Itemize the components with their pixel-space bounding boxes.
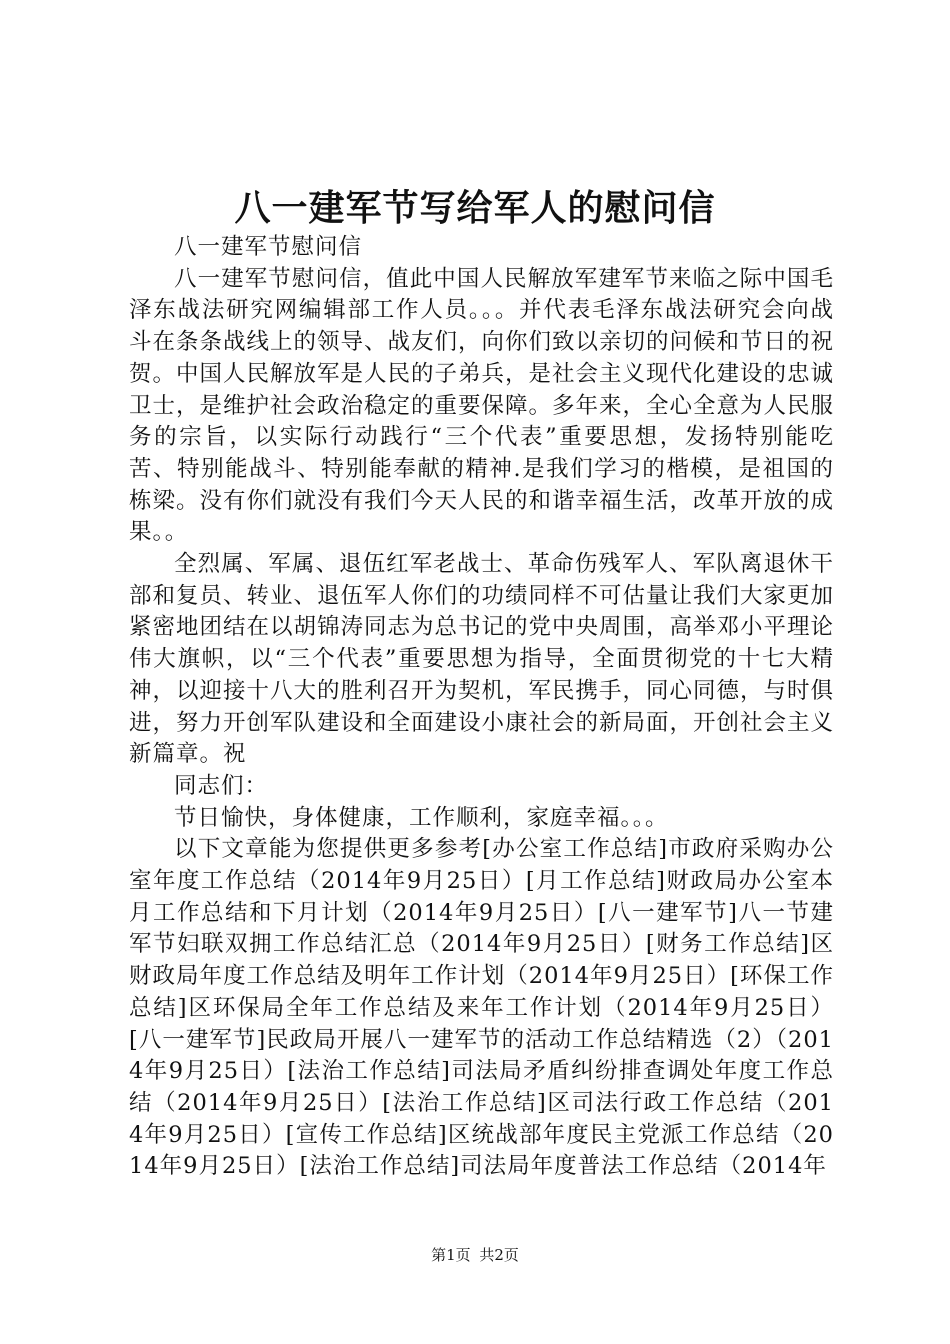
paragraph-greeting: 八一建军节慰问信，值此中国人民解放军建军节来临之际中国毛泽东战法研究网编辑部工作人员。。。并代表毛泽东战法研究会向战斗在条条战线上的领导、战友们，向你们致以亲切的问候和节日的祝贺。中国人民解放军是人民的子弟兵，是社会主义现代化建设的忠诚卫士，是维护社会政治稳定的重要保障。多年来，全心全意为人民服务的宗旨，以实际行动践行“三个代表”重要思想，发扬特别能吃苦、特别能战斗、特别能奉献的精神.是我们学习的楷模，是祖国的栋梁。没有你们就没有我们今天人民的和谐幸福生活，改革开放的成果。。 [129, 265, 835, 546]
page-total: 共2页 [479, 1246, 519, 1264]
page-footer [0, 1244, 950, 1266]
paragraph-salutation: 同志们： [174, 772, 269, 799]
paragraph-heading: 八一建军节慰问信 [174, 234, 363, 260]
document-title: 八一建军节写给军人的慰问信 [234, 187, 716, 229]
paragraph-wishes: 节日愉快，身体健康，工作顺利，家庭幸福。。。 [174, 804, 669, 831]
document-body [129, 232, 834, 1183]
paragraph-unity: 全烈属、军属、退伍红军老战士、革命伤残军人、军队离退休干部和复员、转业、退伍军人你们的功绩同样不可估量让我们大家更加紧密地团结在以胡锦涛同志为总书记的党中央周围，高举邓小平理论伟大旗帜，以“三个代表”重要思想为指导，全面贯彻党的十七大精神，以迎接十八大的胜利召开为契机，军民携手，同心同德，与时俱进，努力开创军队建设和全面建设小康社会的新局面，开创社会主义新篇章。祝 [129, 551, 835, 768]
paragraph-references: 以下文章能为您提供更多参考[办公室工作总结]市政府采购办公室年度工作总结（2014年9月25日）[月工作总结]财政局办公室本月工作总结和下月计划（2014年9月25日）[八一建军节]八一节建军节妇联双拥工作总结汇总（2014年9月25日）[财务工作总结]区财政局年度工作总结及明年工作计划（2014年9月25日）[环保工作总结]区环保局全年工作总结及来年工作计划（2014年9月25日）[八一建军节]民政局开展八一建军节的活动工作总结精选（2）（2014年9月25日）[法治工作总结]司法局矛盾纠纷排查调处年度工作总结（2014年9月25日）[法治工作总结]区司法行政工作总结（2014年9月25日）[宣传工作总结]区统战部年度民主党派工作总结（2014年9月25日）[法治工作总结]司法局年度普法工作总结（2014年 [129, 836, 834, 1180]
page-number: 第1页 [431, 1246, 471, 1264]
